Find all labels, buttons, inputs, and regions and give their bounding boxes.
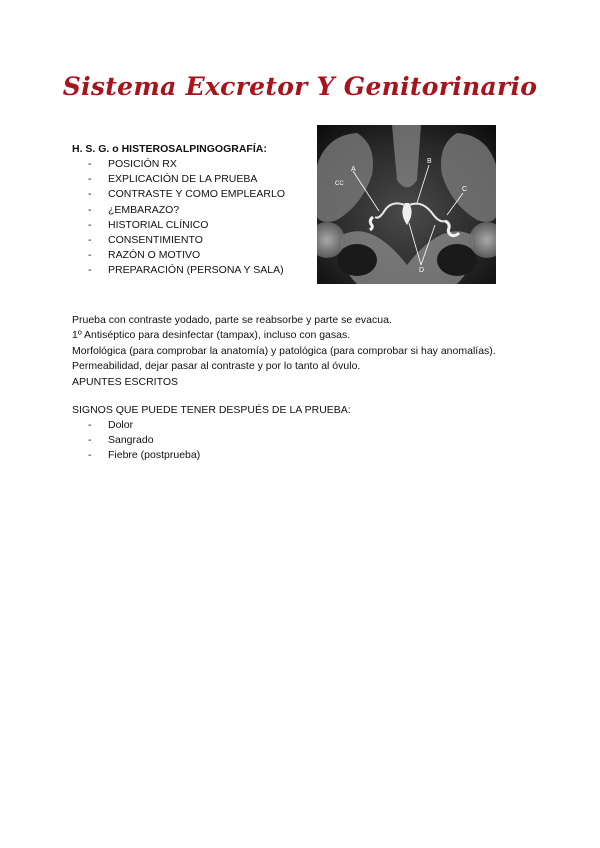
page-title: Sistema Excretor Y Genitorinario xyxy=(62,72,538,101)
list-item-text: HISTORIAL CLÍNICO xyxy=(108,218,209,231)
xray-image xyxy=(317,125,496,284)
list-item-text: Sangrado xyxy=(108,434,154,447)
paragraph-line: Morfológica (para comprobar la anatomía) y patológica (para comprobar si hay anomalías). xyxy=(72,344,496,357)
list-item-text: Fiebre (postprueba) xyxy=(108,449,201,462)
list-item xyxy=(88,187,285,202)
list-item xyxy=(88,248,285,263)
list-item xyxy=(88,418,200,433)
list-item-text: ¿EMBARAZO? xyxy=(108,203,180,216)
dash-bullet: - xyxy=(88,419,92,431)
dash-bullet: - xyxy=(88,264,92,277)
signos-list xyxy=(88,418,200,464)
xray-figure xyxy=(317,125,496,284)
dash-bullet: - xyxy=(88,188,92,201)
list-item xyxy=(88,263,285,278)
list-item-text: EXPLICACIÓN DE LA PRUEBA xyxy=(108,173,258,186)
dash-bullet: - xyxy=(88,234,92,247)
list-item-text: POSICIÓN RX xyxy=(108,158,177,170)
xray-label-a: A xyxy=(351,166,356,173)
paragraph-line: 1º Antiséptico para desinfectar (tampax), incluso con gasas. xyxy=(72,329,351,342)
list-item-text: PREPARACIÓN (PERSONA Y SALA) xyxy=(108,264,284,277)
dash-bullet: - xyxy=(88,173,92,186)
paragraph-line: Permeabilidad, dejar pasar al contraste y por lo tanto al óvulo. xyxy=(72,360,361,373)
dash-bullet: - xyxy=(88,203,92,216)
list-item xyxy=(88,433,200,448)
xray-label-cc: CC xyxy=(335,181,344,187)
xray-label-d: D xyxy=(419,267,425,274)
list-item xyxy=(88,448,200,463)
hsg-checklist xyxy=(88,157,285,279)
signos-heading: SIGNOS QUE PUEDE TENER DESPUÉS DE LA PRUEBA: xyxy=(72,404,351,416)
dash-bullet: - xyxy=(88,218,92,231)
list-item xyxy=(88,218,285,233)
notes-paragraphs xyxy=(72,313,496,390)
dash-bullet: - xyxy=(88,434,92,447)
xray-label-b: B xyxy=(427,158,432,165)
right-obturator-shape xyxy=(437,244,477,276)
list-item xyxy=(88,203,285,218)
list-item-text: CONTRASTE Y COMO EMPLEARLO xyxy=(108,188,285,201)
xray-label-c: C xyxy=(462,186,468,193)
dash-bullet: - xyxy=(88,449,92,462)
paragraph-line: APUNTES ESCRITOS xyxy=(72,375,178,388)
list-item-text: CONSENTIMIENTO xyxy=(108,234,203,247)
list-item-text: RAZÓN O MOTIVO xyxy=(108,249,201,262)
dash-bullet: - xyxy=(88,158,92,170)
left-obturator-shape xyxy=(337,244,377,276)
list-item xyxy=(88,172,285,187)
left-spill-shape xyxy=(370,217,373,230)
list-item xyxy=(88,157,285,172)
hsg-heading: H. S. G. o HISTEROSALPINGOGRAFÍA: xyxy=(72,143,267,155)
list-item-text: Dolor xyxy=(108,419,134,431)
dash-bullet: - xyxy=(88,249,92,262)
list-item xyxy=(88,233,285,248)
paragraph-line: Prueba con contraste yodado, parte se reabsorbe y parte se evacua. xyxy=(72,314,392,326)
